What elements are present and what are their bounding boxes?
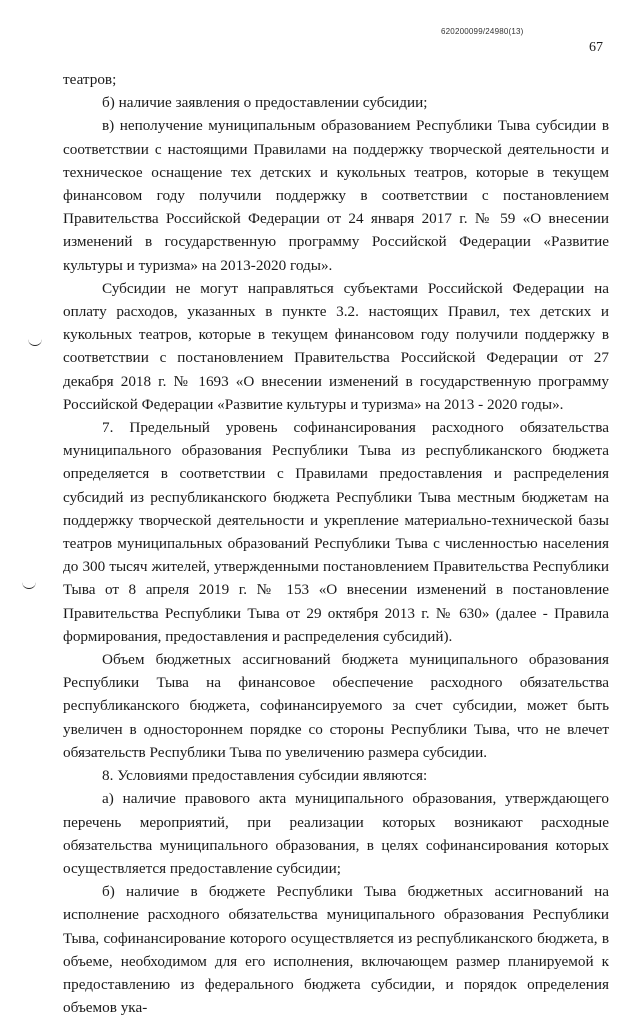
document-id: 620200099/24980(13) — [441, 27, 524, 36]
margin-check-mark — [28, 339, 42, 346]
paragraph-budget-allocations: Объем бюджетных ассигнований бюджета муниципального образования Республики Тыва на финансовое обеспечение расходного обязательства республиканского бюджета, софинансируемого за счет субсидии, может быть увеличен в одностороннем порядке со стороны Республики Тыва, что не влечет обязательств Республики Тыва по увеличению размера субсидии. — [63, 651, 609, 761]
page-number: 67 — [589, 40, 603, 55]
paragraph-continuation: театров; — [63, 71, 117, 88]
paragraph-item-v: в) неполучение муниципальным образованием Республики Тыва субсидии в соответствии с настоящими Правилами на поддержку творческой деятельности и техническое оснащение тех детских и кукольных театров, которые в текущем финансовом году получили поддержку в соответствии с постановлением Правительства Российской Федерации от 24 января 2017 г. № 59 «О внесении изменений в государственную программу Российской Федерации «Развитие культуры и туризма» на 2013-2020 годы». — [63, 117, 609, 274]
paragraph-item-a: а) наличие правового акта муниципального образования, утверждающего перечень мероприятий, при реализации которых возникают расходные обязательства муниципального образования, в целях софинансирования которых осуществляется предоставление субсидии; — [63, 790, 609, 877]
paragraph-section-8: 8. Условиями предоставления субсидии являются: — [102, 767, 428, 785]
paragraph-item-b: б) наличие заявления о предоставлении субсидии; — [102, 94, 428, 112]
paragraph-section-7: 7. Предельный уровень софинансирования расходного обязательства муниципального образования Республики Тыва из республиканского бюджета определяется в соответствии с Правилами предоставления и распределения субсидий из республиканского бюджета Республики Тыва местным бюджетам на поддержку творческой деятельности и укрепление материально-технической базы театров муниципальных образований Республики Тыва с численностью населения до 300 тысяч жителей, утвержденными постановлением Правительства Республики Тыва от 8 апреля 2019 г. № 153 «О внесении изменений в постановление Правительства Республики Тыва от 29 октября 2013 г. № 630» (далее - Правила формирования, предоставления и распределения субсидий). — [63, 419, 609, 645]
paragraph-subsidies-restriction: Субсидии не могут направляться субъектами Российской Федерации на оплату расходов, указанных в пункте 3.2. настоящих Правил, тех детских и кукольных театров, которые в текущем финансовом году получили поддержку в соответствии с постановлением Правительства Российской Федерации от 27 декабря 2018 г. № 1693 «О внесении изменений в государственную программу Российской Федерации «Развитие культуры и туризма» на 2013 - 2020 годы». — [63, 279, 609, 413]
margin-check-mark — [22, 582, 36, 589]
document-body — [63, 68, 609, 1019]
paragraph-item-b2: б) наличие в бюджете Республики Тыва бюджетных ассигнований на исполнение расходного обязательства муниципального образования Республики Тыва, софинансирование которого осуществляется из республиканского бюджета, в объеме, необходимом для его исполнения, включающем размер планируемой к предоставлению из федерального бюджета субсидии, и порядок определения объемов ука- — [63, 883, 609, 1017]
